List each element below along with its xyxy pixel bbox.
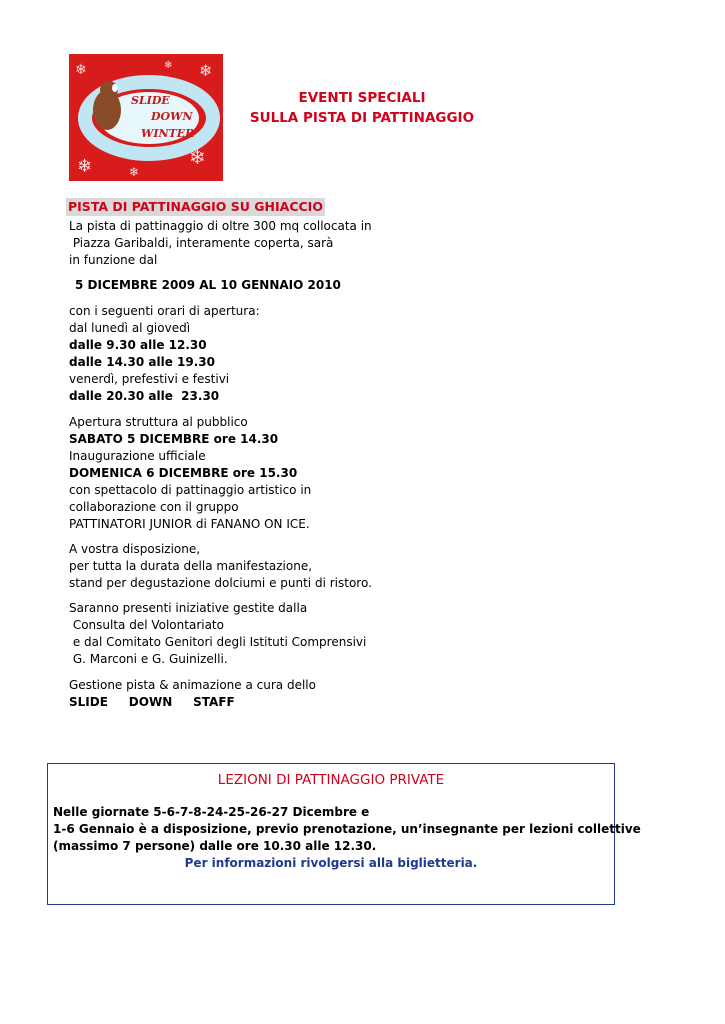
hours-line: venerdì, prefestivi e festivi (69, 372, 230, 386)
opening-line: SABATO 5 DICEMBRE ore 14.30 (69, 432, 279, 446)
opening-line: DOMENICA 6 DICEMBRE ore 15.30 (69, 466, 298, 480)
svg-text:❄: ❄ (207, 113, 218, 127)
svg-text:❄: ❄ (75, 62, 87, 78)
management-line: Gestione pista & animazione a cura dello (69, 678, 316, 692)
hours-line: dal lunedì al giovedì (69, 321, 191, 335)
svg-text:❄: ❄ (77, 156, 93, 177)
svg-text:❄: ❄ (164, 60, 173, 71)
initiatives-line: Saranno presenti iniziative gestite dalla (69, 601, 308, 615)
svg-text:❄: ❄ (189, 145, 206, 169)
intro-line: in funzione dal (69, 253, 158, 267)
svg-text:❄: ❄ (129, 165, 140, 179)
opening-line: collaborazione con il gruppo (69, 500, 239, 514)
opening-line: con spettacolo di pattinaggio artistico in (69, 483, 312, 497)
staff-name: SLIDE DOWN STAFF (69, 695, 235, 709)
lessons-box (47, 763, 641, 905)
intro-line: La pista di pattinaggio di oltre 300 mq collocata in (69, 219, 372, 233)
title-line-2: SULLA PISTA DI PATTINAGGIO (249, 110, 475, 126)
services-line: stand per degustazione dolciumi e punti di ristoro. (69, 576, 372, 590)
lessons-line: 1-6 Gennaio è a disposizione, previo prenotazione, un’insegnante per lezioni collettive (53, 822, 641, 836)
lessons-line: Nelle giornate 5-6-7-8-24-25-26-27 Dicembre e (53, 805, 370, 819)
svg-text:❄: ❄ (199, 61, 213, 80)
opening-line: Inaugurazione ufficiale (69, 449, 206, 463)
services-line: A vostra disposizione, (69, 542, 201, 556)
logo-text-winter: WINTER (141, 127, 195, 140)
hours-line: dalle 14.30 alle 19.30 (69, 355, 215, 369)
lessons-line: (massimo 7 persone) dalle ore 10.30 alle 12.30. (53, 839, 377, 853)
hours-line: dalle 20.30 alle 23.30 (69, 389, 220, 403)
logo-text-slide: SLIDE (131, 94, 170, 107)
services-line: per tutta la durata della manifestazione, (69, 559, 313, 573)
title-line-1: EVENTI SPECIALI (298, 90, 426, 106)
initiatives-line: G. Marconi e G. Guinizelli. (69, 652, 228, 666)
initiatives-line: e dal Comitato Genitori degli Istituti Comprensivi (69, 635, 367, 649)
page-title (236, 88, 488, 128)
section-heading: PISTA DI PATTINAGGIO SU GHIACCIO (68, 199, 323, 214)
intro-line: Piazza Garibaldi, interamente coperta, sarà (69, 236, 334, 250)
logo-text-down: DOWN (151, 110, 193, 123)
initiatives-line: Consulta del Volontariato (69, 618, 224, 632)
lessons-info: Per informazioni rivolgersi alla biglietteria. (184, 856, 478, 870)
opening-line: Apertura struttura al pubblico (69, 415, 248, 429)
lessons-title: LEZIONI DI PATTINAGGIO PRIVATE (217, 772, 445, 788)
hours-line: con i seguenti orari di apertura: (69, 304, 260, 318)
slide-down-winter-logo (69, 54, 223, 181)
opening-line: PATTINATORI JUNIOR di FANANO ON ICE. (69, 517, 310, 531)
hours-line: dalle 9.30 alle 12.30 (69, 338, 207, 352)
date-range: 5 DICEMBRE 2009 AL 10 GENNAIO 2010 (75, 278, 341, 292)
